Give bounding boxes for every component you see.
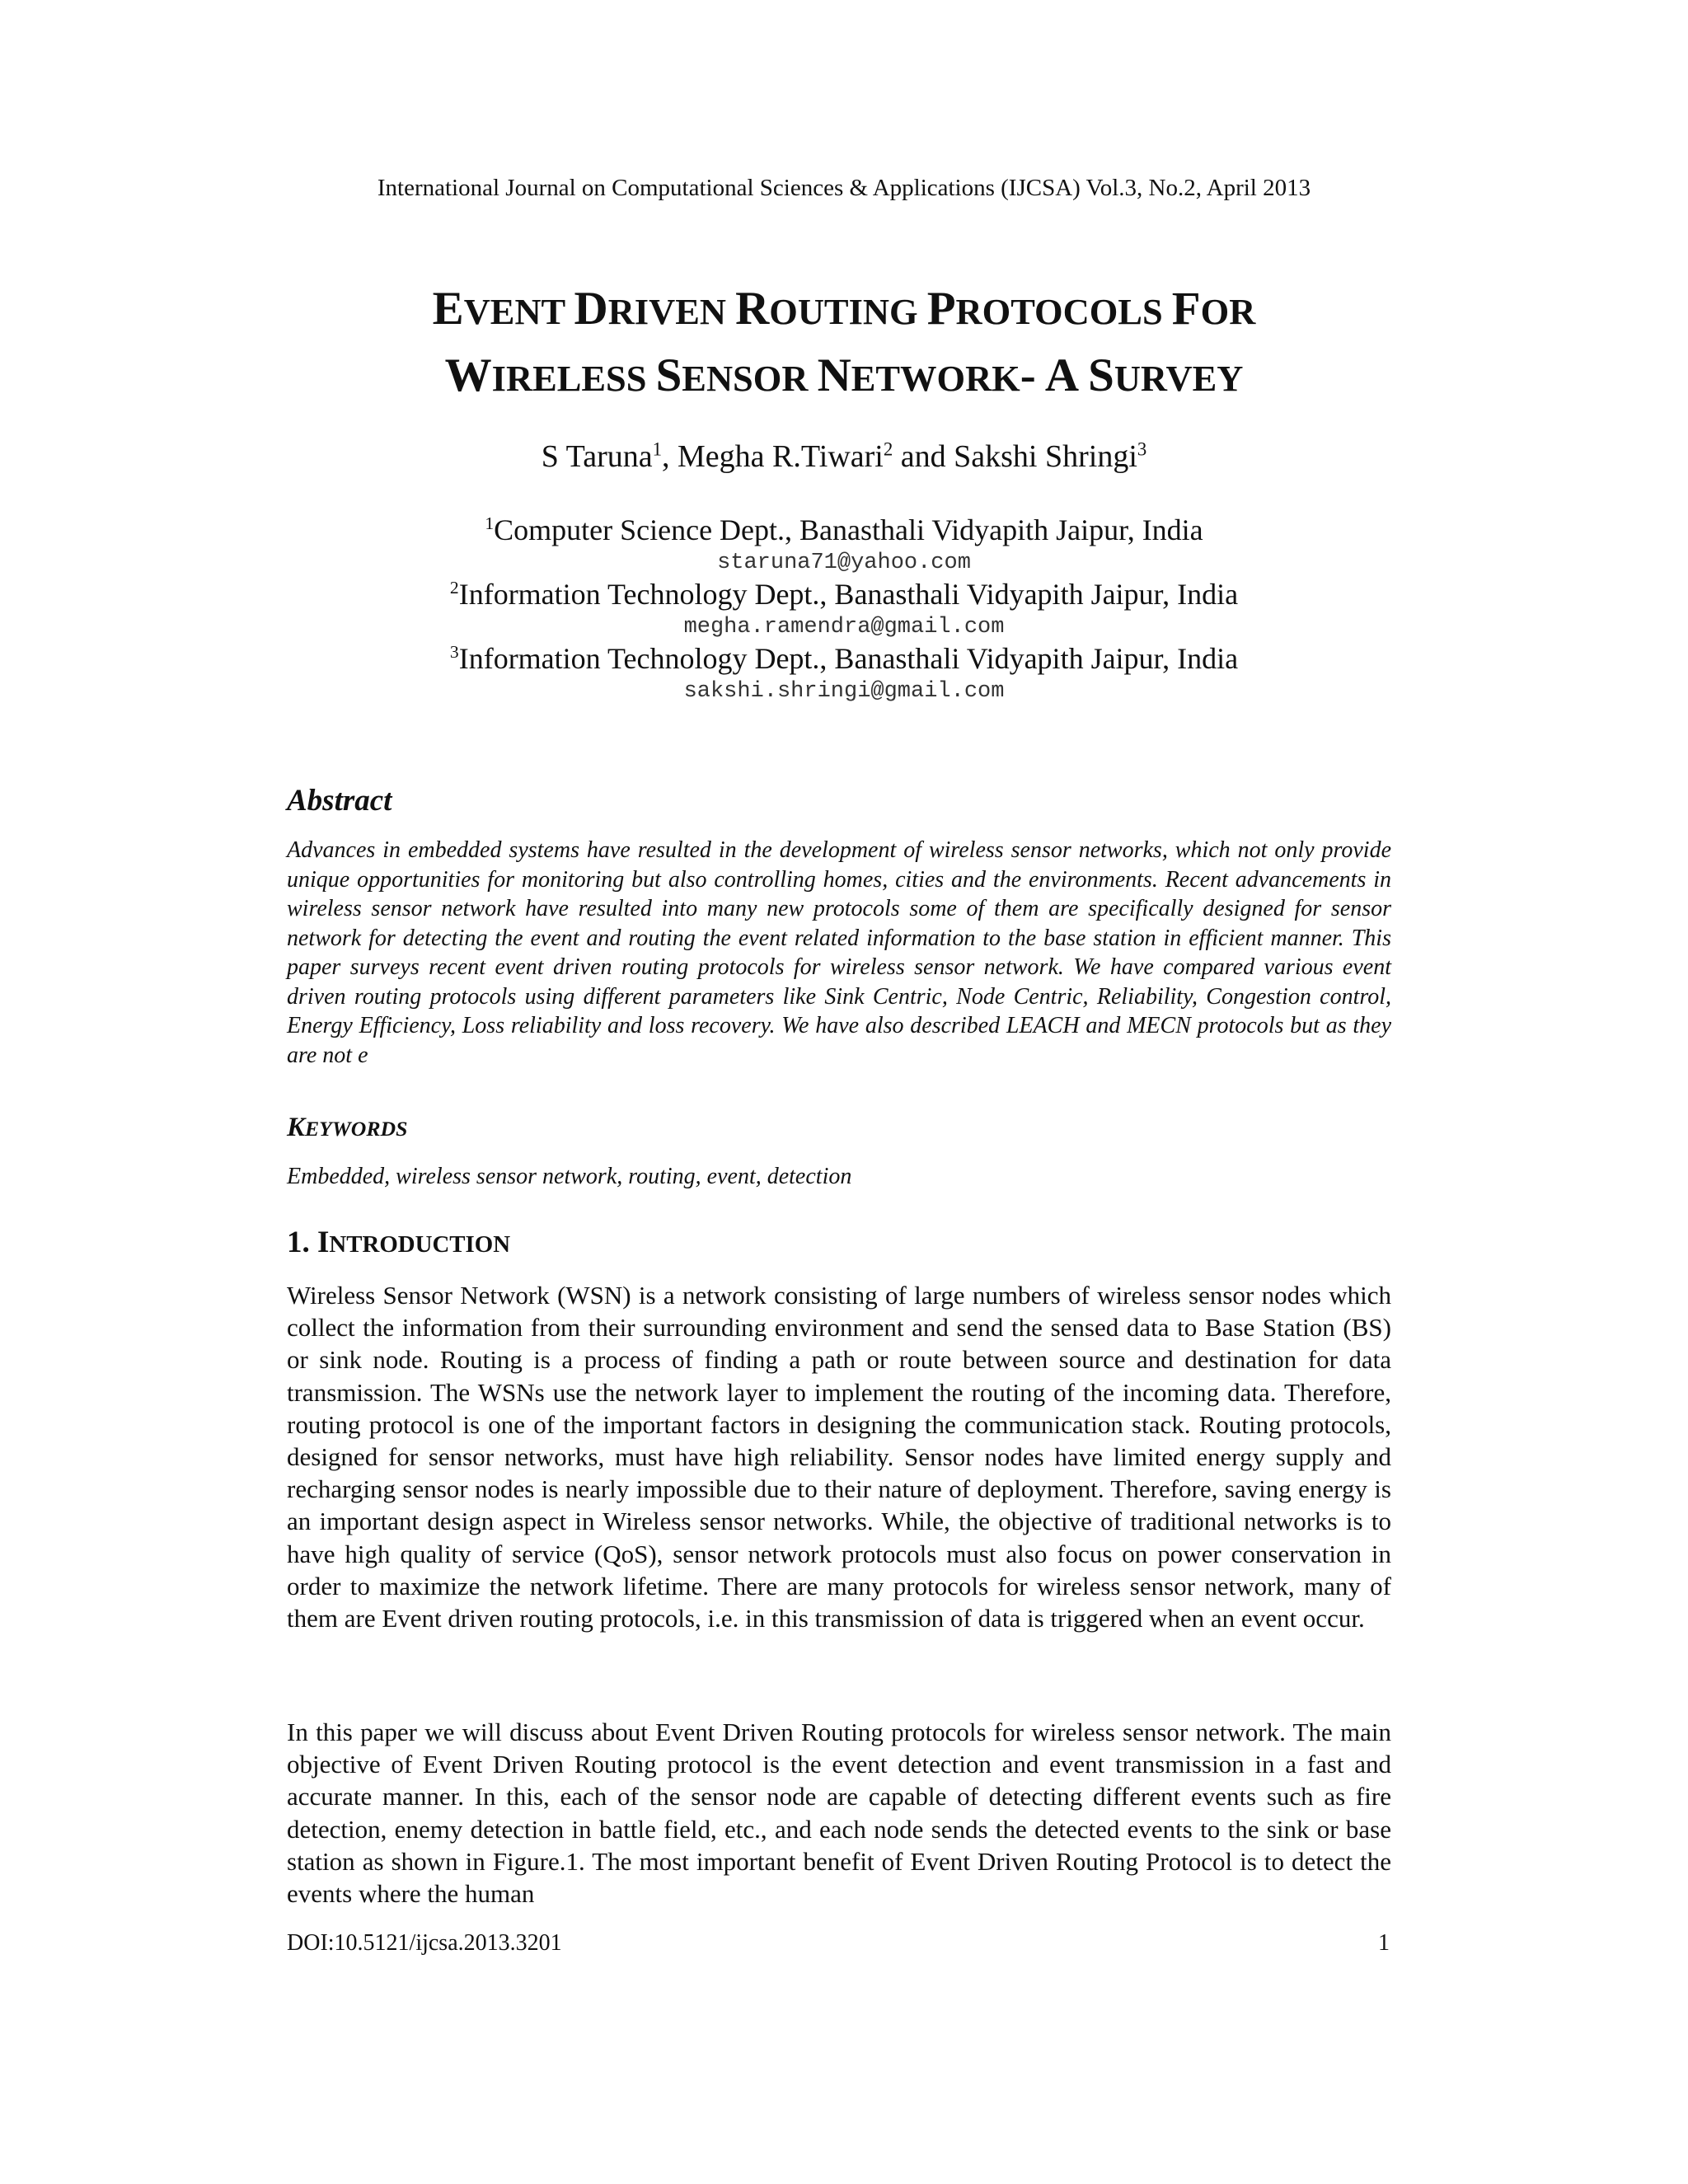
author-email-1[interactable]: staruna71@yahoo.com xyxy=(717,551,971,575)
affiliation-2: $^2$Information Technology Dept., Banasthali Vidyapith Jaipur, India xyxy=(449,578,1239,611)
author-email-2[interactable]: megha.ramendra@gmail.com xyxy=(683,615,1005,640)
title-line-2: WIRELESS SENSOR NETWORK- A SURVEY xyxy=(444,349,1244,401)
affiliation-1: $^1$Computer Science Dept., Banasthali Vidyapith Jaipur, India xyxy=(485,513,1203,546)
page-number: 1 xyxy=(1378,1930,1390,1956)
running-header: International Journal on Computational Sciences & Applications (IJCSA) Vol.3, No.2, April 2013 xyxy=(377,175,1311,201)
abstract-heading: Abstract xyxy=(287,784,392,818)
title-line-1: EVENT DRIVEN ROUTING PROTOCOLS FOR xyxy=(432,283,1256,335)
author-list: S Taruna$^1$, Megha R.Tiwari$^2$ and Sakshi Shringi$^3$ xyxy=(541,438,1147,474)
intro-paragraph-2: In this paper we will discuss about Event Driven Routing protocols for wireless sensor network. The main objective of Event Driven Routing protocol is the event detection and event transmission in a fast and accurate manner. In this, each of the sensor node are capable of detecting different events such as fire detection, enemy detection in battle field, etc., and each node sends the detected events to the sink or base station as shown in Figure.1. The most important benefit of Event Driven Routing Protocol is to detect the events where the human xyxy=(287,1718,1391,1909)
abstract-text: Advances in embedded systems have resulted in the development of wireless sensor networks, which not only provide unique opportunities for monitoring but also controlling homes, cities and the environments. Recent advancements in wireless sensor network have resulted into many new protocols some of them are specifically designed for sensor network for detecting the event and routing the event related information to the base station in efficient manner. This paper surveys recent event driven routing protocols for wireless sensor network. We have compared various event driven routing protocols using different parameters like Sink Centric, Node Centric, Reliability, Congestion control, Energy Efficiency, Loss reliability and loss recovery. We have also described LEACH and MECN protocols but as they are not e xyxy=(287,837,1391,1068)
introduction-heading: 1. INTRODUCTION xyxy=(287,1226,511,1259)
paper-title xyxy=(0,277,1688,410)
author-name: S Taruna xyxy=(541,439,653,474)
author-email-3[interactable]: sakshi.shringi@gmail.com xyxy=(683,679,1005,704)
keywords-text: Embedded, wireless sensor network, routing, event, detection xyxy=(287,1164,852,1189)
keywords-heading: KEYWORDS xyxy=(287,1113,408,1142)
doi[interactable]: DOI:10.5121/ijcsa.2013.3201 xyxy=(287,1930,562,1956)
affiliation-3: $^3$Information Technology Dept., Banasthali Vidyapith Jaipur, India xyxy=(449,642,1239,675)
author-name: Megha R.Tiwari xyxy=(678,439,884,474)
author-name: Sakshi Shringi xyxy=(954,439,1137,474)
intro-paragraph-1: Wireless Sensor Network (WSN) is a network consisting of large numbers of wireless sensor nodes which collect the information from their surrounding environment and send the sensed data to Base Station (BS) or sink node. Routing is a process of finding a path or route between source and destination for data transmission. The WSNs use the network layer to implement the routing of the incoming data. Therefore, routing protocol is one of the important factors in designing the communication stack. Routing protocols, designed for sensor networks, must have high reliability. Sensor nodes have limited energy supply and recharging sensor nodes is nearly impossible due to their nature of deployment. Therefore, saving energy is an important design aspect in Wireless sensor networks. While, the objective of traditional networks is to have high quality of service (QoS), sensor network protocols must also focus on power conservation in order to maximize the network lifetime. There are many protocols for wireless sensor network, many of them are Event driven routing protocols, i.e. in this transmission of data is triggered when an event occur. xyxy=(287,1281,1391,1633)
